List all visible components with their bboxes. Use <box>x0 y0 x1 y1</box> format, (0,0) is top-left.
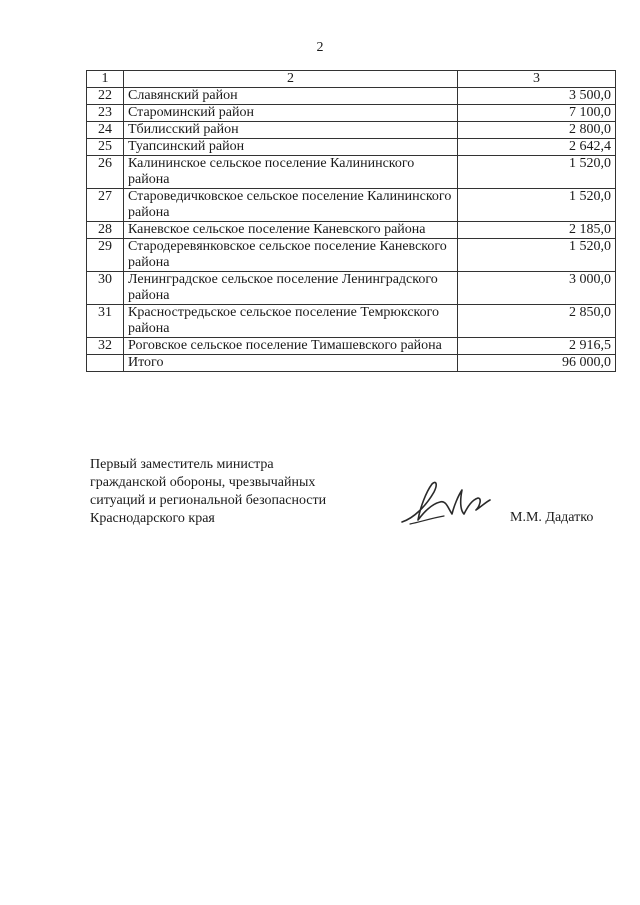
table-row <box>87 338 616 355</box>
table-total-row <box>87 355 616 372</box>
signer-name: М.М. Дадатко <box>510 510 594 525</box>
row-name: Славянский район <box>124 88 458 105</box>
position-line: гражданской обороны, чрезвычайных <box>90 475 316 490</box>
table-row <box>87 139 616 156</box>
row-number: 32 <box>87 338 124 355</box>
position-line: Первый заместитель министра <box>90 457 274 472</box>
table-row <box>87 156 616 189</box>
allocation-table <box>86 70 616 372</box>
table-row <box>87 305 616 338</box>
table-row <box>87 222 616 239</box>
table-row <box>87 239 616 272</box>
row-number: 29 <box>87 239 124 272</box>
row-name: Каневское сельское поселение Каневского района <box>124 222 458 239</box>
table-row <box>87 122 616 139</box>
total-value: 96 000,0 <box>458 355 616 372</box>
row-number: 24 <box>87 122 124 139</box>
page-number: 2 <box>316 40 324 55</box>
row-value: 3 500,0 <box>458 88 616 105</box>
row-number: 27 <box>87 189 124 222</box>
row-value: 3 000,0 <box>458 272 616 305</box>
table-row <box>87 105 616 122</box>
row-number: 26 <box>87 156 124 189</box>
row-value: 2 850,0 <box>458 305 616 338</box>
signatory-position <box>90 456 360 528</box>
row-name: Красностредьское сельское поселение Темрюкского района <box>124 305 458 338</box>
row-value: 2 185,0 <box>458 222 616 239</box>
position-line: Краснодарского края <box>90 511 215 526</box>
header-col-number: 1 <box>87 71 124 88</box>
table-header-row <box>87 71 616 88</box>
row-name: Тбилисский район <box>124 122 458 139</box>
header-col-value: 3 <box>458 71 616 88</box>
row-name: Роговское сельское поселение Тимашевского района <box>124 338 458 355</box>
row-name: Стародеревянковское сельское поселение Каневского района <box>124 239 458 272</box>
header-col-name: 2 <box>124 71 458 88</box>
row-name: Калининское сельское поселение Калининского района <box>124 156 458 189</box>
row-number: 25 <box>87 139 124 156</box>
table-row <box>87 272 616 305</box>
row-value: 1 520,0 <box>458 189 616 222</box>
row-value: 1 520,0 <box>458 156 616 189</box>
row-number: 23 <box>87 105 124 122</box>
row-name: Староминский район <box>124 105 458 122</box>
row-name: Туапсинский район <box>124 139 458 156</box>
row-value: 2 916,5 <box>458 338 616 355</box>
row-value: 2 642,4 <box>458 139 616 156</box>
table-row <box>87 88 616 105</box>
row-value: 7 100,0 <box>458 105 616 122</box>
row-number: 22 <box>87 88 124 105</box>
row-name: Ленинградское сельское поселение Ленинградского района <box>124 272 458 305</box>
table-row <box>87 189 616 222</box>
row-number: 28 <box>87 222 124 239</box>
position-line: ситуаций и региональной безопасности <box>90 493 327 508</box>
total-label: Итого <box>124 355 458 372</box>
row-number: 31 <box>87 305 124 338</box>
row-value: 2 800,0 <box>458 122 616 139</box>
row-value: 1 520,0 <box>458 239 616 272</box>
handwritten-signature <box>396 478 492 530</box>
total-number <box>87 355 124 372</box>
row-number: 30 <box>87 272 124 305</box>
row-name: Староведичковское сельское поселение Калининского района <box>124 189 458 222</box>
